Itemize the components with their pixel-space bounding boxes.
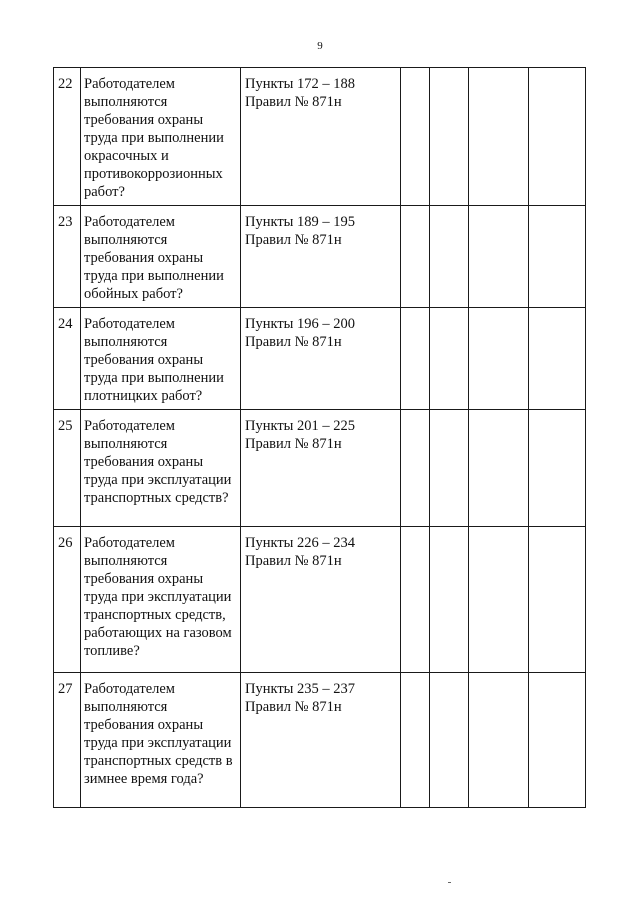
legal-reference: Пункты 196 – 200 Правил № 871н (241, 308, 401, 410)
note-cell[interactable] (529, 673, 586, 808)
not-applicable-cell[interactable] (469, 410, 529, 527)
not-applicable-cell[interactable] (469, 527, 529, 673)
answer-no-cell[interactable] (430, 410, 469, 527)
legal-reference: Пункты 235 – 237 Правил № 871н (241, 673, 401, 808)
not-applicable-cell[interactable] (469, 68, 529, 206)
note-cell[interactable] (529, 206, 586, 308)
legal-reference: Пункты 189 – 195 Правил № 871н (241, 206, 401, 308)
item-number: 23 (54, 206, 81, 308)
table-row (54, 410, 586, 527)
table-row (54, 206, 586, 308)
not-applicable-cell[interactable] (469, 206, 529, 308)
requirement-question: Работодателем выполняются требования охраны труда при выполнении плотницких работ? (81, 308, 241, 410)
table-row (54, 308, 586, 410)
item-number: 24 (54, 308, 81, 410)
requirement-question: Работодателем выполняются требования охраны труда при выполнении окрасочных и противокоррозионных работ? (81, 68, 241, 206)
scan-artifact-dot (448, 882, 451, 883)
not-applicable-cell[interactable] (469, 673, 529, 808)
answer-yes-cell[interactable] (401, 527, 430, 673)
item-number: 27 (54, 673, 81, 808)
table-row (54, 68, 586, 206)
table-row (54, 673, 586, 808)
legal-reference: Пункты 201 – 225 Правил № 871н (241, 410, 401, 527)
requirement-question: Работодателем выполняются требования охраны труда при эксплуатации транспортных средств в зимнее время года? (81, 673, 241, 808)
item-number: 26 (54, 527, 81, 673)
answer-no-cell[interactable] (430, 673, 469, 808)
not-applicable-cell[interactable] (469, 308, 529, 410)
note-cell[interactable] (529, 308, 586, 410)
answer-yes-cell[interactable] (401, 68, 430, 206)
answer-yes-cell[interactable] (401, 673, 430, 808)
table-row (54, 527, 586, 673)
checklist-table (53, 67, 586, 808)
answer-no-cell[interactable] (430, 308, 469, 410)
requirement-question: Работодателем выполняются требования охраны труда при эксплуатации транспортных средств, работающих на газовом топливе? (81, 527, 241, 673)
answer-yes-cell[interactable] (401, 410, 430, 527)
answer-yes-cell[interactable] (401, 206, 430, 308)
item-number: 22 (54, 68, 81, 206)
legal-reference: Пункты 172 – 188 Правил № 871н (241, 68, 401, 206)
page-number: 9 (317, 40, 323, 52)
note-cell[interactable] (529, 68, 586, 206)
requirement-question: Работодателем выполняются требования охраны труда при эксплуатации транспортных средств? (81, 410, 241, 527)
answer-no-cell[interactable] (430, 527, 469, 673)
requirement-question: Работодателем выполняются требования охраны труда при выполнении обойных работ? (81, 206, 241, 308)
answer-yes-cell[interactable] (401, 308, 430, 410)
answer-no-cell[interactable] (430, 206, 469, 308)
item-number: 25 (54, 410, 81, 527)
answer-no-cell[interactable] (430, 68, 469, 206)
note-cell[interactable] (529, 527, 586, 673)
note-cell[interactable] (529, 410, 586, 527)
legal-reference: Пункты 226 – 234 Правил № 871н (241, 527, 401, 673)
